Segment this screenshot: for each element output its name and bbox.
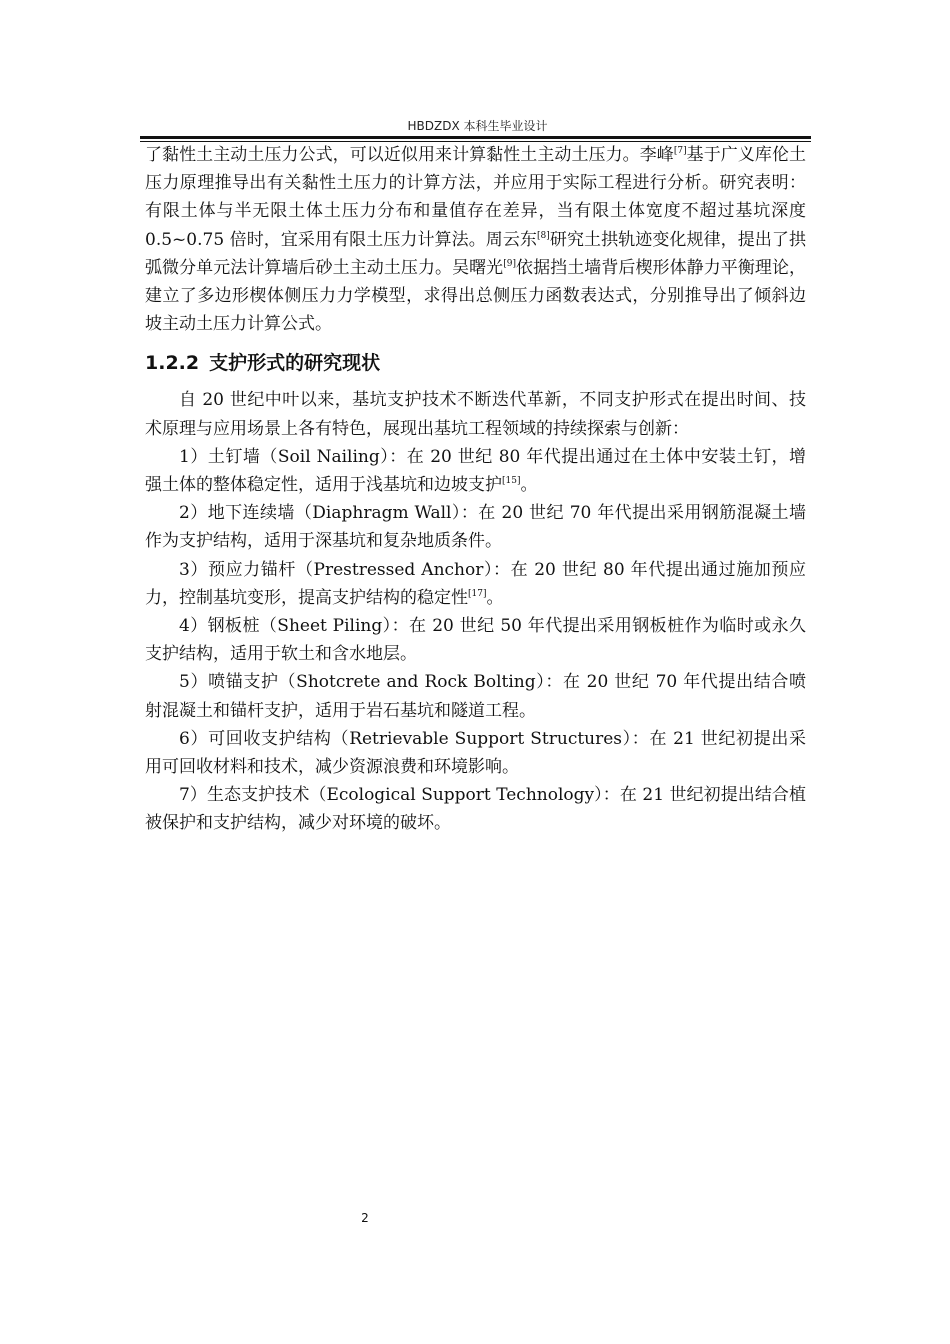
intro-paragraph <box>145 141 806 338</box>
section-title: 支护形式的研究现状 <box>209 352 381 375</box>
list-item-tail: 。 <box>486 587 504 608</box>
intro-text-3: 研究土拱轨迹变化规律，提出了拱弧微分单元法计算墙后砂土主动土压力。吴曙光 <box>145 229 806 278</box>
header-rule-thick <box>140 136 811 139</box>
list-item <box>145 556 806 612</box>
list-item <box>145 668 806 724</box>
intro-text-2: 基于广义库伦土压力原理推导出有关黏性土压力的计算方法，并应用于实际工程进行分析。研究表明：有限土体与半无限土体土压力分布和量值存在差异，当有限土体宽度不超过基坑深度 0.5~0.75 倍时，宜采用有限土压力计算法。周云东 <box>145 145 807 250</box>
list-item-tail: 。 <box>520 475 538 496</box>
citation-7: [7] <box>673 146 687 156</box>
list-item-text: 2）地下连续墙（Diaphragm Wall）：在 20 世纪 70 年代提出采用钢筋混凝土墙作为支护结构，适用于深基坑和复杂地质条件。 <box>145 503 806 552</box>
section-heading <box>145 348 806 378</box>
list-item-text: 5）喷锚支护（Shotcrete and Rock Bolting）：在 20 世纪 70 年代提出结合喷射混凝土和锚杆支护，适用于岩石基坑和隧道工程。 <box>145 672 806 721</box>
citation-15: [15] <box>502 476 521 487</box>
list-item-text: 7）生态支护技术（Ecological Support Technology）：在 21 世纪初提出结合植被保护和支护结构，减少对环境的破坏。 <box>145 785 806 834</box>
body-text <box>145 141 806 838</box>
page-number: 2 <box>361 1211 369 1225</box>
list-item <box>145 725 806 781</box>
list-item <box>145 781 806 837</box>
list-item-text: 4）钢板桩（Sheet Piling）：在 20 世纪 50 年代提出采用钢板桩作为临时或永久支护结构，适用于软土和含水地层。 <box>145 616 806 665</box>
lead-paragraph: 自 20 世纪中叶以来，基坑支护技术不断迭代革新，不同支护形式在提出时间、技术原理与应用场景上各有特色，展现出基坑工程领域的持续探索与创新： <box>145 390 806 439</box>
section-number: 1.2.2 <box>145 352 200 375</box>
intro-text-4: 依据挡土墙背后楔形体静力平衡理论，建立了多边形楔体侧压力力学模型，求得出总侧压力函数表达式，分别推导出了倾斜边坡主动土压力计算公式。 <box>145 257 807 335</box>
list-item <box>145 499 806 555</box>
citation-17: [17] <box>468 588 487 599</box>
list-item <box>145 612 806 668</box>
intro-text-1: 了黏性土主动土压力公式，可以近似用来计算黏性土主动土压力。李峰 <box>145 145 674 165</box>
list-item-text: 6）可回收支护结构（Retrievable Support Structures）：在 21 世纪初提出采用可回收材料和技术，减少资源浪费和环境影响。 <box>145 728 806 778</box>
list-item-text: 1）土钉墙（Soil Nailing）：在 20 世纪 80 年代提出通过在土体中安装土钉，增强土体的整体稳定性，适用于浅基坑和边坡支护 <box>145 446 806 496</box>
citation-8: [8] <box>537 230 550 241</box>
list-item <box>145 443 806 499</box>
list-item-text: 3）预应力锚杆（Prestressed Anchor）：在 20 世纪 80 年代提出通过施加预应力，控制基坑变形，提高支护结构的稳定性 <box>145 559 806 608</box>
running-header: HBDZDX 本科生毕业设计 <box>407 119 548 133</box>
citation-9: [9] <box>503 258 516 269</box>
